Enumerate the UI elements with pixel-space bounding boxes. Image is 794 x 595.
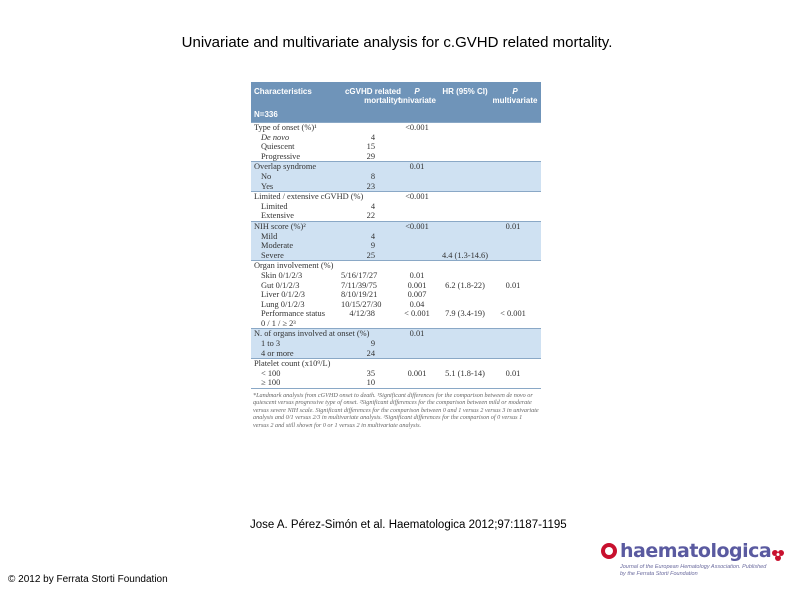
table-row: [251, 162, 541, 172]
row-label: Gut 0/1/2/3: [261, 280, 300, 290]
cell-p-multivariate: 0.01: [505, 280, 521, 290]
cell-p-univariate: 0.01: [409, 329, 425, 339]
row-label: Platelet count (x10⁹/L): [254, 359, 331, 369]
table-row: [251, 378, 541, 388]
cell-p-univariate: 0.007: [407, 290, 427, 300]
header-p-multivariate: [491, 87, 539, 105]
table-row: [251, 182, 541, 192]
table-row: [251, 202, 541, 212]
row-label: Moderate: [261, 241, 294, 251]
cell-mortality: 8: [370, 171, 375, 181]
table-row: [251, 142, 541, 152]
row-label: Limited / extensive cGVHD (%): [254, 192, 364, 202]
row-label: 0 / 1 / ≥ 2³: [261, 318, 296, 328]
table-row: [251, 271, 541, 281]
cell-mortality: 4: [370, 132, 375, 142]
table-row: [251, 152, 541, 162]
row-label: De novo: [261, 132, 290, 142]
header-p-univariate: [397, 87, 437, 105]
cell-mortality: 29: [366, 151, 375, 161]
row-label: Quiescent: [261, 142, 295, 152]
cell-mortality: 10: [366, 378, 375, 388]
cell-p-univariate: <0.001: [405, 221, 429, 231]
table-group: [251, 221, 541, 260]
cell-p-multivariate: 0.01: [505, 368, 521, 378]
table-row: [251, 123, 541, 133]
row-label: Yes: [261, 181, 274, 191]
cell-hr: 5.1 (1.8-14): [445, 368, 485, 378]
table-row: [251, 241, 541, 251]
row-label: No: [261, 171, 272, 181]
table-row: [251, 261, 541, 271]
table-row: [251, 172, 541, 182]
cell-p-univariate: <0.001: [405, 192, 429, 202]
cell-mortality: 5/16/17/27: [341, 270, 378, 280]
table-group: [251, 161, 541, 191]
row-label: Extensive: [261, 211, 295, 221]
table-row: [251, 133, 541, 143]
cell-mortality: 8/10/19/21: [341, 290, 378, 300]
row-label: Limited: [261, 201, 288, 211]
cell-hr: 4.4 (1.3-14.6): [441, 250, 489, 260]
cell-mortality: 23: [366, 181, 375, 191]
table-header: [251, 82, 541, 122]
header-p-uni-line1: P: [414, 87, 420, 96]
table-body: [251, 122, 541, 388]
row-label: Organ involvement (%): [254, 261, 334, 271]
table-row: [251, 251, 541, 261]
header-mortality: [337, 87, 401, 105]
cell-mortality: 35: [366, 368, 375, 378]
cell-mortality: 4: [370, 201, 375, 211]
row-label: Skin 0/1/2/3: [261, 270, 303, 280]
cell-p-multivariate: < 0.001: [500, 309, 526, 319]
header-mortality-line2: mortality*: [364, 96, 401, 105]
cell-p-univariate: 0.01: [409, 270, 425, 280]
table-row: [251, 300, 541, 310]
cell-p-univariate: 0.001: [407, 280, 427, 290]
header-p-multi-line1: P: [512, 87, 518, 96]
cell-mortality: 4/12/38: [349, 309, 375, 319]
table-row: [251, 369, 541, 379]
row-label: ≥ 100: [261, 378, 281, 388]
table-group: [251, 260, 541, 328]
header-n: N=336: [254, 110, 278, 119]
cell-mortality: 7/11/39/75: [341, 280, 377, 290]
row-label: Progressive: [261, 151, 301, 161]
table-row: [251, 319, 541, 329]
header-mortality-line1: cGVHD related: [344, 87, 401, 96]
cell-mortality: 22: [366, 211, 375, 221]
row-label: Performance status: [261, 309, 325, 319]
journal-logo: [600, 540, 790, 580]
copyright: © 2012 by Ferrata Storti Foundation: [8, 574, 168, 585]
table-footnote: *Landmark analysis from cGVHD onset to death. ¹Significant differences for the comparison between de novo or quiescent versus progressive type of onset. ²Significant differences for the comparison between mild or moderate versus severe NIH scale. Significant differences for the comparison between 0 and 1 versus 2 versus 3 in univariate analysis and 0/1 versus 2/3 in multivariate analysis. ³Significant differences for the comparison of 0 versus 1 versus 2 and still shown for 0 or 1 versus 2 in multivariate analysis.: [251, 388, 541, 429]
row-label: 4 or more: [261, 348, 294, 358]
cell-p-univariate: 0.001: [407, 368, 427, 378]
table-row: [251, 349, 541, 359]
cell-p-univariate: <0.001: [405, 123, 429, 132]
cell-p-univariate: < 0.001: [404, 309, 430, 319]
cell-p-multivariate: 0.01: [505, 221, 521, 231]
cell-mortality: 9: [370, 241, 375, 251]
cell-mortality: 4: [370, 231, 375, 241]
header-hr: HR (95% CI): [442, 87, 488, 96]
logo-wordmark: haematologica: [620, 540, 772, 562]
row-label: < 100: [261, 368, 281, 378]
slide-title: Univariate and multivariate analysis for c.GVHD related mortality.: [181, 34, 613, 51]
table-row: [251, 290, 541, 300]
cell-mortality: 15: [366, 142, 375, 152]
cell-p-univariate: 0.04: [409, 299, 425, 309]
cell-mortality: 25: [366, 250, 375, 260]
flower-icon: [770, 548, 786, 562]
cell-mortality: 24: [366, 348, 375, 358]
table-row: [251, 339, 541, 349]
table-row: [251, 222, 541, 232]
table-group: [251, 191, 541, 221]
row-label: Type of onset (%)¹: [254, 123, 317, 132]
table-group: [251, 358, 541, 388]
table-row: [251, 232, 541, 242]
row-label: 1 to 3: [261, 339, 281, 349]
logo-mark-icon: [600, 542, 618, 560]
table-row: [251, 192, 541, 202]
row-label: Mild: [261, 231, 278, 241]
table-row: [251, 309, 541, 319]
table-row: [251, 359, 541, 369]
row-label: NIH score (%)²: [254, 221, 306, 231]
header-p-multi-line2: multivariate: [492, 96, 538, 105]
row-label: N. of organs involved at onset (%): [254, 329, 370, 339]
row-label: Severe: [261, 250, 284, 260]
table-row: [251, 329, 541, 339]
cell-hr: 7.9 (3.4-19): [445, 309, 485, 319]
cell-mortality: 10/15/27/30: [341, 299, 382, 309]
cell-p-univariate: 0.01: [409, 162, 425, 172]
row-label: Lung 0/1/2/3: [261, 299, 305, 309]
table-row: [251, 281, 541, 291]
cell-mortality: 9: [370, 339, 375, 349]
table-group: [251, 122, 541, 161]
citation: Jose A. Pérez-Simón et al. Haematologica 2012;97:1187-1195: [250, 519, 567, 531]
header-p-uni-line2: univariate: [398, 96, 436, 105]
row-label: Liver 0/1/2/3: [261, 290, 305, 300]
table-row: [251, 211, 541, 221]
row-label: Overlap syndrome: [254, 162, 317, 172]
logo-tagline: Journal of the European Hematology Association. Published by the Ferrata Storti Foundation: [620, 564, 767, 577]
results-table: [251, 82, 541, 429]
table-group: [251, 328, 541, 358]
header-characteristics: Characteristics: [254, 87, 312, 96]
cell-hr: 6.2 (1.8-22): [445, 280, 485, 290]
